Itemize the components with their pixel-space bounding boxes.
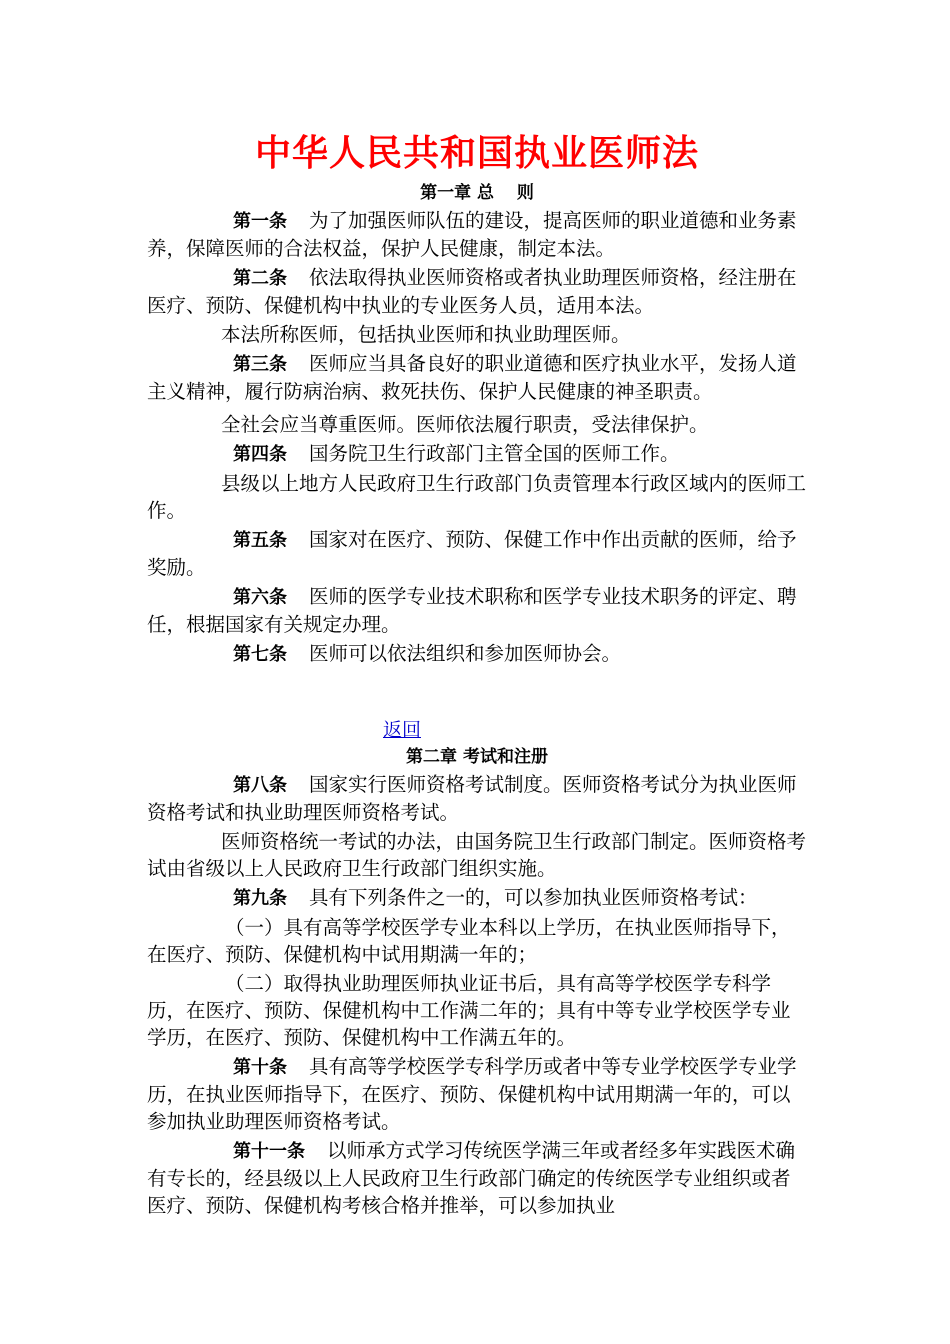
article-text: 医师应当具备良好的职业道德和医疗执业水平，发扬人道主义精神，履行防病治病、救死扶伤、保护人民健康的神圣职责。 (147, 352, 797, 403)
article-number: 第九条 (233, 888, 287, 909)
article-4 (147, 440, 807, 468)
article-6 (147, 583, 807, 638)
article-text: 国家对在医疗、预防、保健工作中作出贡献的医师，给予奖励。 (147, 528, 797, 579)
article-number: 第六条 (233, 587, 287, 608)
chapter-1-heading: 第一章 总 则 (420, 183, 534, 203)
article-text: 国务院卫生行政部门主管全国的医师工作。 (309, 442, 680, 465)
article-text: 国家实行医师资格考试制度。医师资格考试分为执业医师资格考试和执业助理医师资格考试。 (147, 773, 797, 824)
article-text: 医师的医学专业技术职称和医学专业技术职务的评定、聘任，根据国家有关规定办理。 (147, 585, 797, 636)
article-number: 第七条 (233, 644, 287, 665)
article-number: 第十条 (233, 1057, 287, 1078)
article-number: 第五条 (233, 530, 287, 551)
article-7 (147, 640, 807, 668)
article-text: 医师可以依法组织和参加医师协会。 (309, 642, 622, 665)
article-2 (147, 264, 807, 319)
article-text: 为了加强医师队伍的建设，提高医师的职业道德和业务素养，保障医师的合法权益，保护人民健康，制定本法。 (147, 209, 797, 260)
article-number: 第四条 (233, 444, 287, 465)
article-paragraph: 本法所称医师，包括执业医师和执业助理医师。 (221, 323, 631, 346)
article-item: （一）具有高等学校医学专业本科以上学历，在执业医师指导下，在医疗、预防、保健机构中试用期满一年的； (147, 916, 791, 966)
article-number: 第一条 (233, 211, 287, 232)
section-spacer (147, 670, 807, 716)
article-3 (147, 350, 807, 405)
article-paragraph: 全社会应当尊重医师。医师依法履行职责，受法律保护。 (221, 413, 709, 436)
article-number: 第十一条 (233, 1141, 305, 1162)
back-link[interactable]: 返回 (382, 719, 421, 741)
article-text: 依法取得执业医师资格或者执业助理医师资格，经注册在医疗、预防、保健机构中执业的专业医务人员，适用本法。 (147, 266, 797, 317)
article-number: 第八条 (233, 775, 287, 796)
back-link-row (147, 716, 807, 744)
law-title: 中华人民共和国执业医师法 (254, 133, 699, 174)
article-text: 以师承方式学习传统医学满三年或者经多年实践医术确有专长的，经县级以上人民政府卫生行政部门确定的传统医学专业组织或者医疗、预防、保健机构考核合格并推举，可以参加执业 (147, 1139, 796, 1217)
article-11 (147, 1137, 807, 1219)
article-number: 第二条 (233, 268, 287, 289)
chapter-2-heading: 第二章 考试和注册 (406, 747, 548, 767)
article-text: 具有高等学校医学专科学历或者中等专业学校医学专业学历，在执业医师指导下，在医疗、预防、保健机构中试用期满一年的，可以参加执业助理医师资格考试。 (147, 1055, 797, 1133)
article-9 (147, 884, 807, 912)
article-paragraph: 县级以上地方人民政府卫生行政部门负责管理本行政区域内的医师工作。 (147, 472, 807, 522)
article-item: （二）取得执业助理医师执业证书后，具有高等学校医学专科学历，在医疗、预防、保健机构中工作满二年的；具有中等专业学校医学专业学历，在医疗、预防、保健机构中工作满五年的。 (147, 972, 791, 1049)
article-1 (147, 207, 807, 262)
article-text: 具有下列条件之一的，可以参加执业医师资格考试： (309, 886, 758, 909)
article-8 (147, 771, 807, 826)
article-number: 第三条 (233, 354, 287, 375)
article-5 (147, 526, 807, 581)
article-10 (147, 1053, 807, 1135)
document-page (147, 128, 807, 1221)
article-paragraph: 医师资格统一考试的办法，由国务院卫生行政部门制定。医师资格考试由省级以上人民政府卫生行政部门组织实施。 (147, 830, 807, 880)
